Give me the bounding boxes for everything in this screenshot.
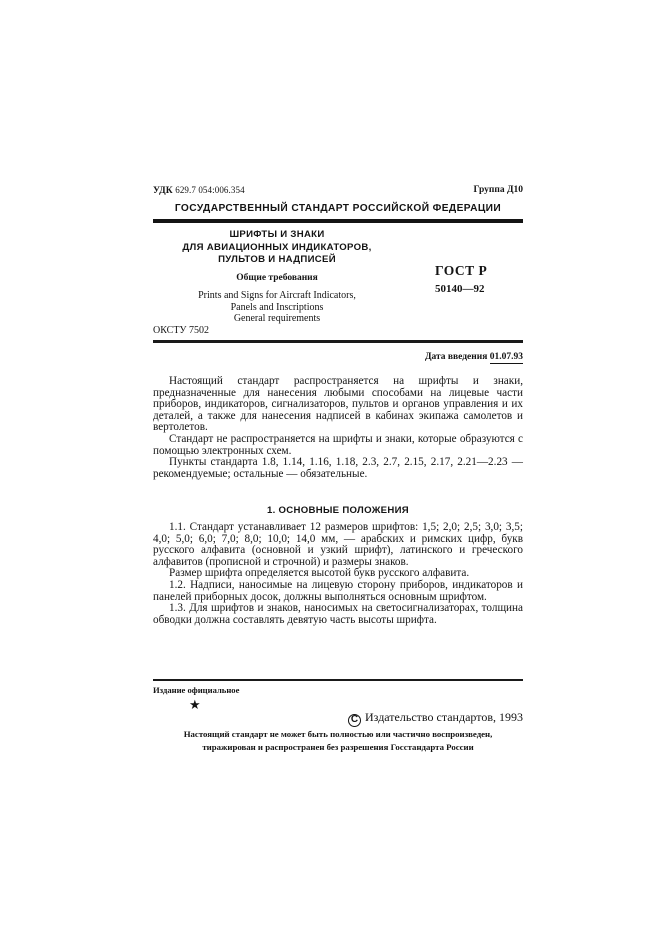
udk-value: 629.7 054:006.354 (175, 185, 245, 195)
intro-paragraph: Стандарт не распространяется на шрифты и знаки, которые образуются с помощью электронных схем. (153, 432, 523, 457)
header-row (153, 185, 523, 199)
copyright (348, 710, 523, 727)
reproduction-notice (147, 728, 529, 753)
english-title-line: General requirements (233, 313, 321, 324)
title-line: ПУЛЬТОВ И НАДПИСЕЙ (218, 254, 336, 265)
intro-paragraph: Настоящий стандарт распространяется на шрифты и знаки, предназначенные для нанесения любыми способами на лицевые части приборов, индикаторов, сигнализаторов, пультов и органов управления и их деталей, а также для нанесения надписей в кабинах экипажа самолетов и вертолетов. (153, 375, 523, 434)
notice-line: тиражирован и распространен без разрешения Госстандарта России (202, 741, 474, 752)
standard-designation (435, 263, 515, 295)
notice-line: Настоящий стандарт не может быть полностью или частично воспроизведен, (183, 729, 493, 739)
title-rule (153, 340, 523, 343)
copyright-icon: C (348, 714, 361, 727)
star-icon: ★ (189, 697, 201, 712)
gost-number: 50140—92 (435, 283, 485, 295)
clause-1-1: 1.1. Стандарт устанавливает 12 размеров шрифтов: 1,5; 2,0; 2,5; 3,0; 3,5; 4,0; 5,0; 6,0; 7,0; 8,0; 10,0; 14,0 мм, — арабских и римских цифр, букв русского алфавита (основной и узкий шрифт), латинского и греческого алфавитов (прописной и строчной) и размеры знаков. (153, 521, 523, 568)
intro-section (153, 376, 523, 480)
english-title-line: Panels and Inscriptions (230, 301, 324, 313)
document-title (153, 229, 401, 267)
date-value: 01.07.93 (489, 352, 523, 362)
title-line: ШРИФТЫ И ЗНАКИ (229, 229, 325, 240)
copyright-text: Издательство стандартов, 1993 (365, 710, 523, 724)
official-edition: Издание официальное (153, 685, 240, 695)
gost-label: ГОСТ Р (435, 263, 488, 278)
state-standard-title: ГОСУДАРСТВЕННЫЙ СТАНДАРТ РОССИЙСКОЙ ФЕДЕРАЦИИ (174, 203, 502, 214)
document-subtitle: Общие требования (236, 273, 318, 283)
date-of-introduction (425, 352, 523, 362)
section-1-body (153, 522, 523, 626)
clause-1-2: 1.2. Надписи, наносимые на лицевую сторону приборов, индикаторов и панелей приборных досок, должны выполняться основным шрифтом. (153, 578, 523, 603)
header-rule (153, 219, 523, 223)
intro-paragraph: Пункты стандарта 1.8, 1.14, 1.16, 1.18, 2.3, 2.7, 2.15, 2.17, 2.21—2.23 — рекомендуемые; остальные — обязательные. (153, 456, 523, 480)
title-line: ДЛЯ АВИАЦИОННЫХ ИНДИКАТОРОВ, (182, 241, 372, 253)
english-title-line: Prints and Signs for Aircraft Indicators, (198, 290, 356, 301)
udk-code (153, 185, 245, 196)
english-title (153, 290, 401, 325)
clause-1-3: 1.3. Для шрифтов и знаков, наносимых на светосигнализаторах, толщина обводки должна составлять девятую часть высоты шрифта. (153, 602, 523, 626)
group-code: Группа Д10 (473, 185, 523, 195)
clause-1-1-note: Размер шрифта определяется высотой букв русского алфавита. (169, 567, 470, 580)
date-label: Дата введения (424, 352, 488, 362)
okstu-code: ОКСТУ 7502 (153, 325, 210, 336)
footer-rule (153, 679, 523, 681)
udk-label: УДК (153, 186, 173, 196)
section-heading: 1. ОСНОВНЫЕ ПОЛОЖЕНИЯ (266, 505, 410, 516)
